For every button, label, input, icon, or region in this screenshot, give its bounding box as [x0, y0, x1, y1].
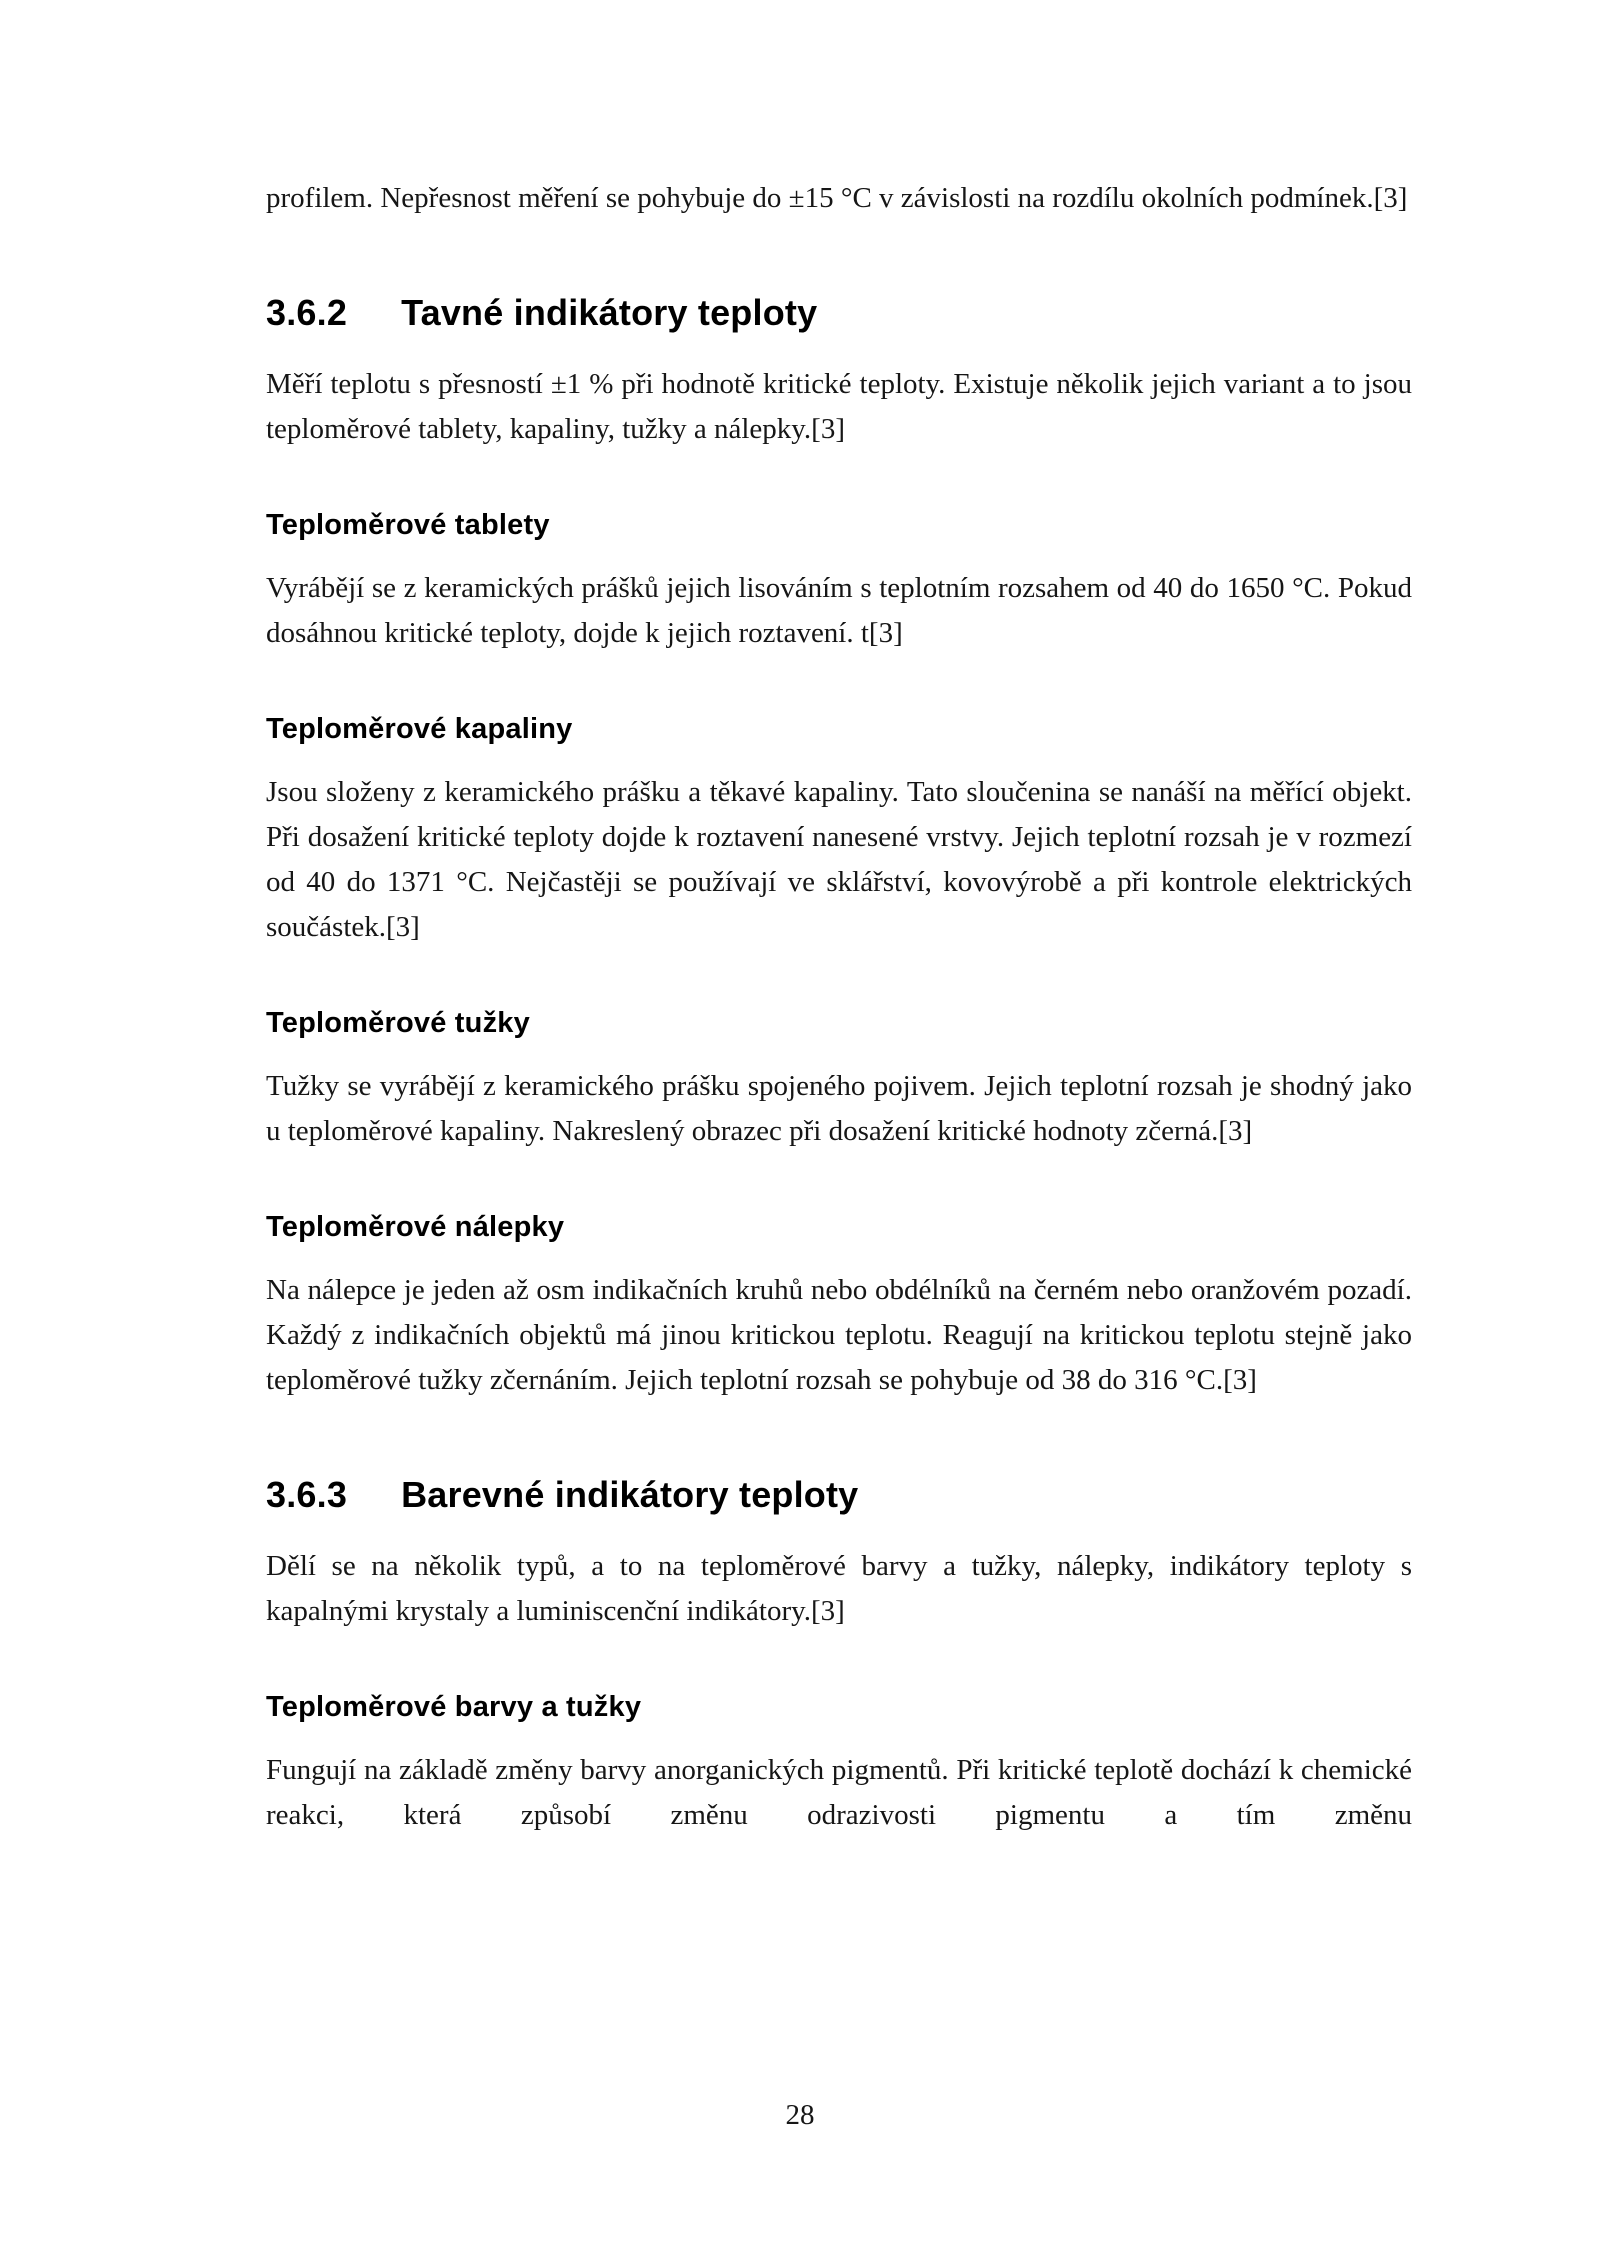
subheading-teplomerove-nalepky: Teploměrové nálepky [266, 1211, 565, 1243]
subheading-teplomerove-tuzky: Teploměrové tužky [266, 1007, 530, 1039]
paragraph-nalepky: Na nálepce je jeden až osm indikačních kruhů nebo obdélníků na černém nebo oranžovém pozadí. Každý z indikačních objektů má jinou kritickou teplotu. Reagují na kritickou teplotu stejně jako teploměrové tužky zčernáním. Jejich teplotní rozsah se pohybuje od 38 do 316 °C.[3] [266, 1274, 1412, 1396]
section-heading-3-6-3 [266, 1473, 1412, 1517]
paragraph-tuzky: Tužky se vyrábějí z keramického prášku spojeného pojivem. Jejich teplotní rozsah je shodný jako u teploměrové kapaliny. Nakreslený obrazec při dosažení kritické hodnoty zčerná.[3] [266, 1070, 1412, 1147]
paragraph-tablety: Vyrábějí se z keramických prášků jejich lisováním s teplotním rozsahem od 40 do 1650 °C. Pokud dosáhnou kritické teploty, dojde k jejich roztavení. t[3] [266, 572, 1412, 649]
page-number: 28 [785, 2099, 815, 2131]
paragraph-continuation: profilem. Nepřesnost měření se pohybuje do ±15 °C v závislosti na rozdílu okolních podmínek.[3] [266, 182, 1408, 214]
paragraph-kapaliny: Jsou složeny z keramického prášku a těkavé kapaliny. Tato sloučenina se nanáší na měřící objekt. Při dosažení kritické teploty dojde k roztavení nanesené vrstvy. Jejich teplotní rozsah je v rozmezí od 40 do 1371 °C. Nejčastěji se používají ve sklářství, kovovýrobě a při kontrole elektrických součástek.[3] [266, 776, 1412, 943]
subheading-teplomerove-kapaliny: Teploměrové kapaliny [266, 713, 573, 745]
section-title: Tavné indikátory teploty [401, 292, 818, 333]
paragraph-section-intro: Měří teplotu s přesností ±1 % při hodnotě kritické teploty. Existuje několik jejich variant a to jsou teploměrové tablety, kapaliny, tužky a nálepky.[3] [266, 368, 1412, 445]
section-number: 3.6.3 [266, 1474, 348, 1515]
paragraph-section-intro: Dělí se na několik typů, a to na teploměrové barvy a tužky, nálepky, indikátory teploty s kapalnými krystaly a luminiscenční indikátory.[3] [266, 1550, 1412, 1627]
section-number: 3.6.2 [266, 292, 348, 333]
section-title: Barevné indikátory teploty [401, 1474, 859, 1515]
paragraph-barvy-a-tuzky: Fungují na základě změny barvy anorganických pigmentů. Při kritické teplotě dochází k chemické reakci, která způsobí změnu odrazivosti pigmentu a tím změnu [266, 1754, 1412, 1831]
section-heading-3-6-2 [266, 291, 1412, 335]
page-content [266, 176, 1412, 1838]
subheading-teplomerove-barvy-a-tuzky: Teploměrové barvy a tužky [266, 1691, 642, 1723]
subheading-teplomerove-tablety: Teploměrové tablety [266, 509, 550, 541]
